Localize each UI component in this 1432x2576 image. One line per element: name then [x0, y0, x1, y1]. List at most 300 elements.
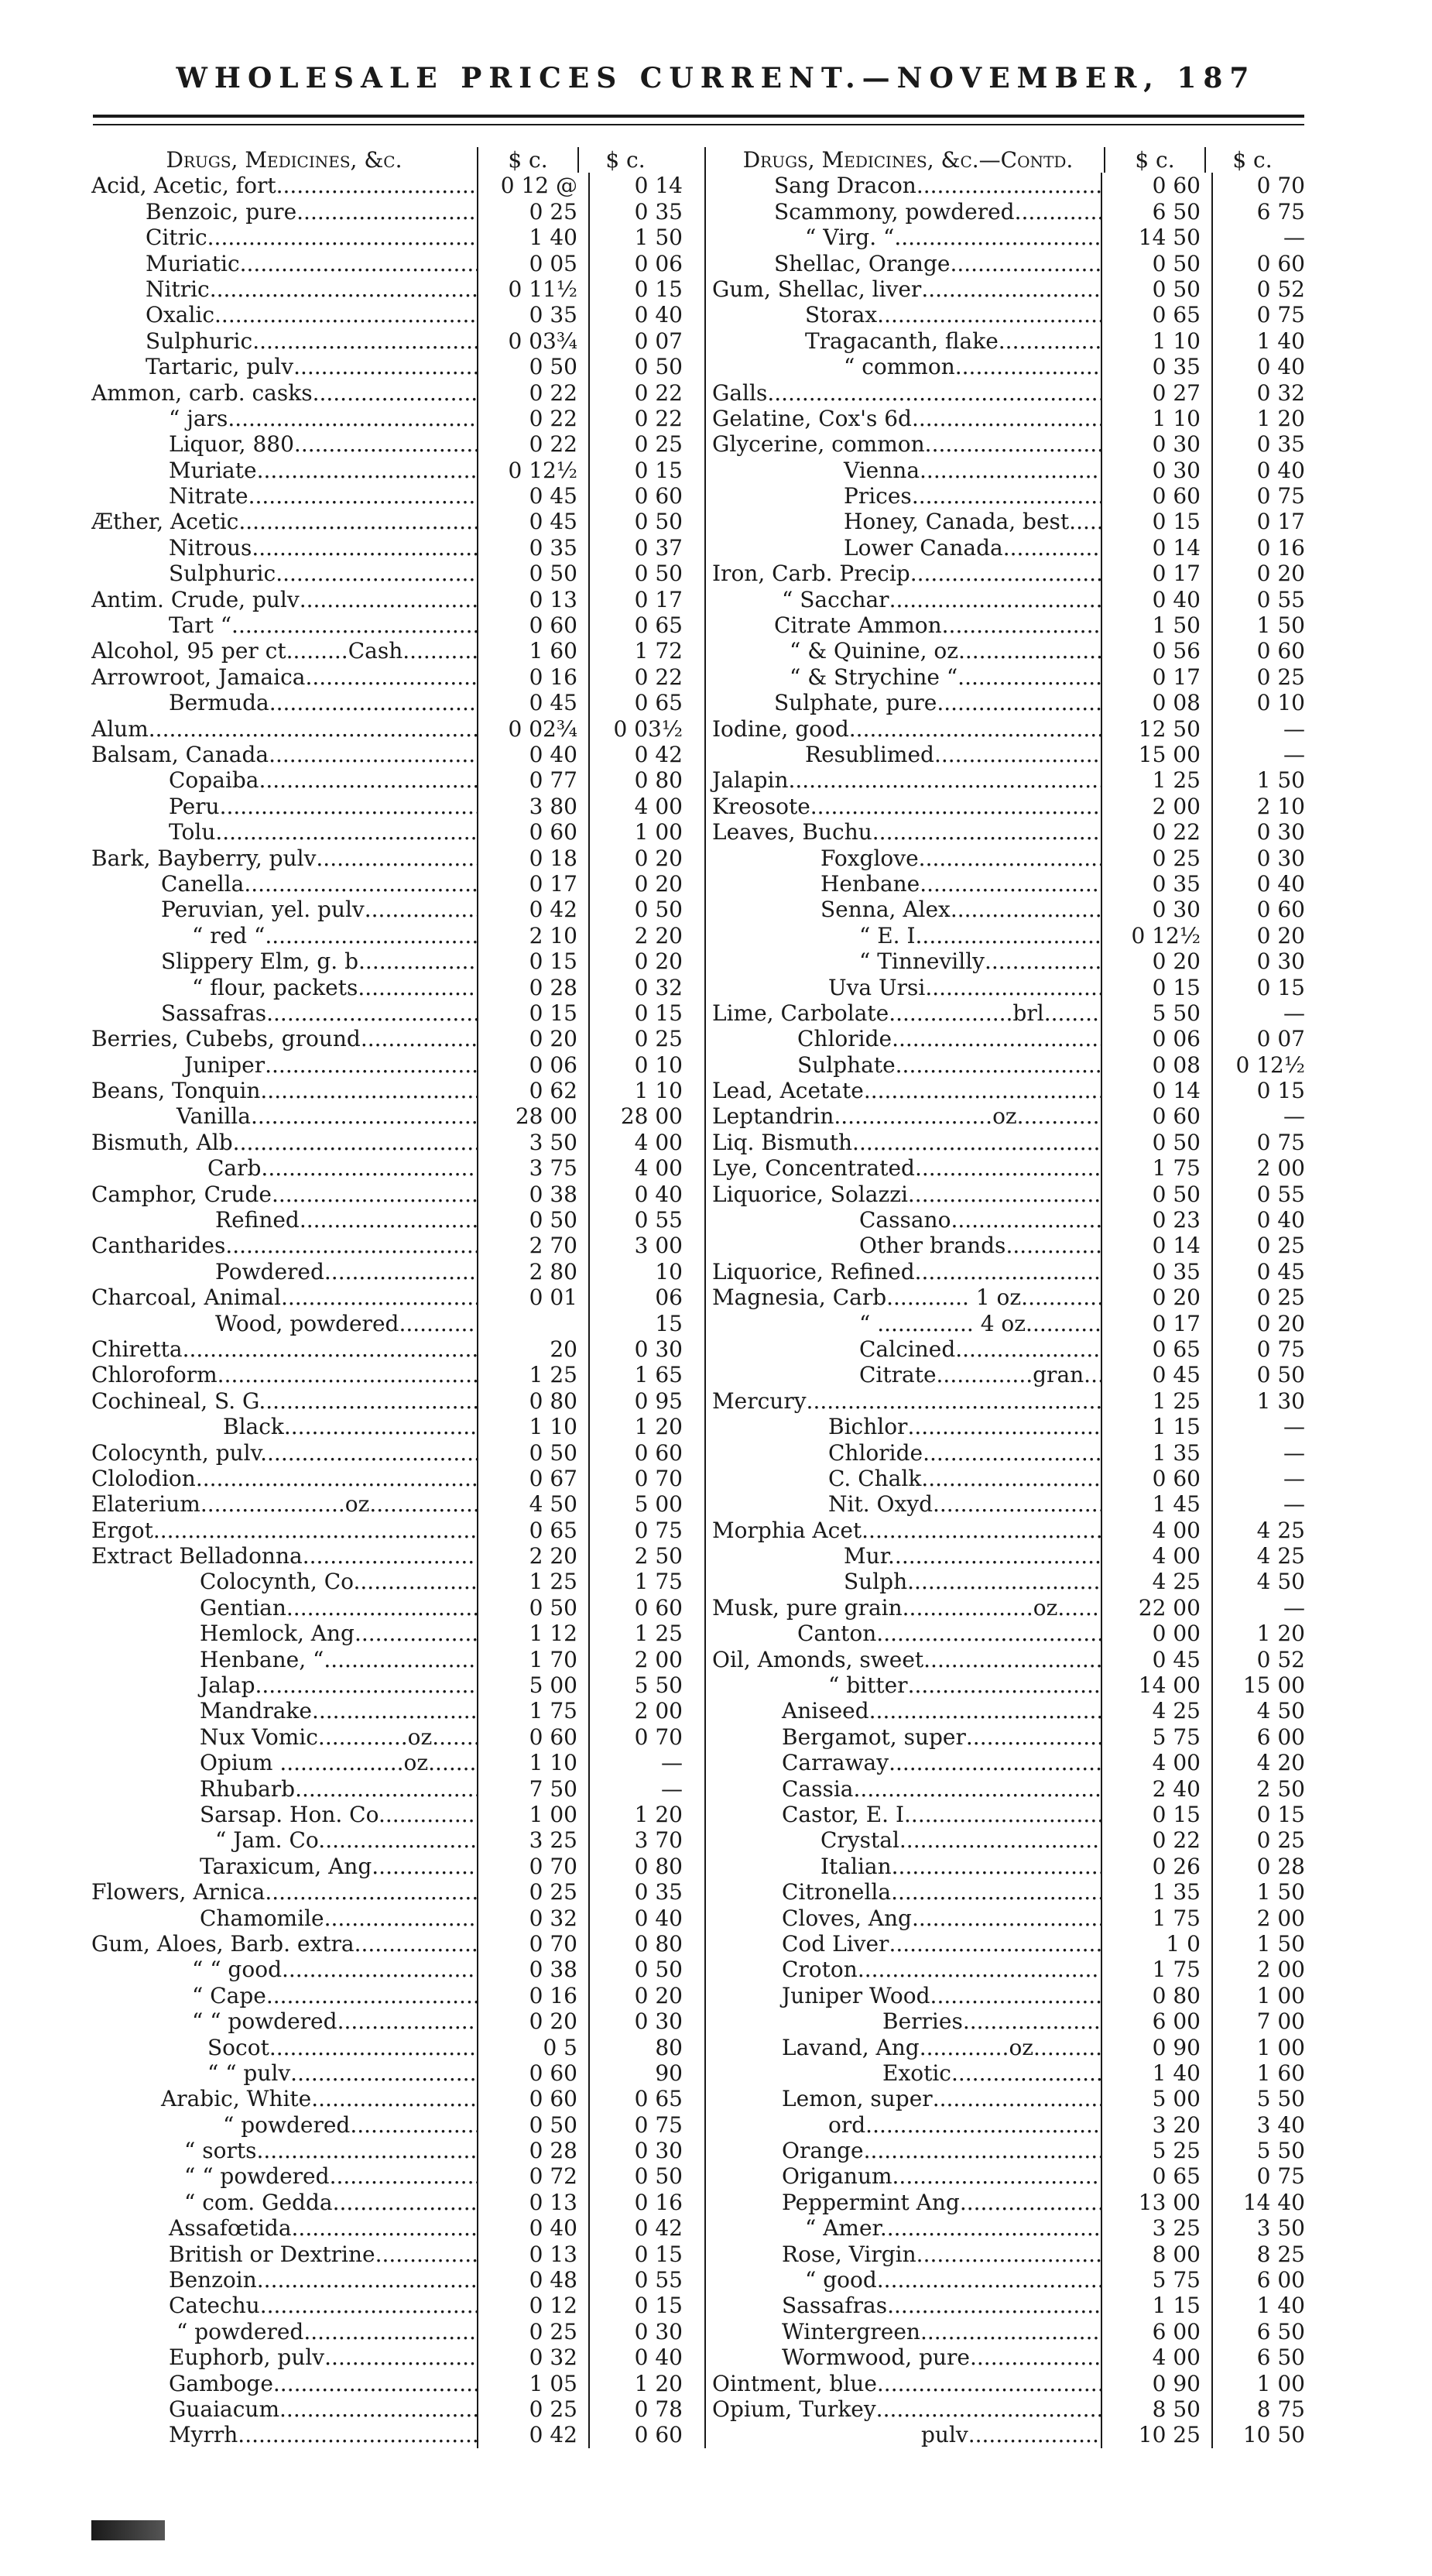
low-price: 0 15	[1101, 1802, 1211, 1827]
high-price: 1 50	[1211, 767, 1316, 793]
high-price: 1 25	[588, 1621, 694, 1646]
item-name-cell	[704, 1518, 1101, 1543]
dot-leader	[923, 1647, 1101, 1672]
low-price: 0 03¾	[477, 328, 588, 354]
price-row	[704, 276, 1316, 302]
low-price: 0 25	[477, 2396, 588, 2422]
low-price: 1 10	[477, 1414, 588, 1439]
price-row	[704, 1621, 1316, 1646]
item-name-cell	[704, 1879, 1101, 1905]
price-row	[704, 509, 1316, 534]
price-row	[91, 948, 697, 974]
price-row	[704, 1518, 1316, 1543]
item-name-cell	[704, 1854, 1101, 1879]
dot-leader	[252, 328, 477, 354]
low-price: 5 75	[1101, 1724, 1211, 1750]
high-price: 0 60	[588, 483, 694, 509]
low-price: 0 17	[477, 871, 588, 897]
low-price: 5 75	[1101, 2267, 1211, 2293]
item-name-cell	[91, 1000, 477, 1026]
price-row	[91, 1207, 697, 1233]
item-name: Canton	[797, 1621, 877, 1647]
high-price: 0 22	[588, 664, 694, 690]
item-name: Ergot	[91, 1517, 153, 1543]
price-row	[704, 1647, 1316, 1672]
item-name-cell	[704, 1259, 1101, 1285]
low-price: 0 15	[1101, 509, 1211, 534]
item-name: Nux Vomic.............oz	[200, 1724, 433, 1750]
item-name: Storax	[805, 302, 878, 328]
item-name-cell	[704, 1052, 1101, 1078]
item-name: Liq. Bismuth	[712, 1129, 853, 1155]
dot-leader	[1044, 1000, 1101, 1026]
price-row	[704, 1336, 1316, 1362]
item-name-cell	[91, 1052, 477, 1078]
item-name-cell	[704, 302, 1101, 328]
high-price: 0 15	[1211, 1078, 1316, 1103]
low-price: 1 10	[1101, 328, 1211, 354]
item-name-cell	[91, 199, 477, 225]
item-name: “ & Strychine “	[790, 664, 958, 690]
price-row	[91, 225, 697, 250]
item-name: Balsam, Canada	[91, 741, 269, 767]
low-price: 1 25	[477, 1569, 588, 1594]
dot-leader	[788, 767, 1100, 793]
low-price: 1 75	[1101, 1905, 1211, 1931]
price-row	[704, 612, 1316, 638]
price-row	[704, 1983, 1316, 2008]
item-name-cell	[704, 1491, 1101, 1517]
high-price: 0 75	[1211, 2163, 1316, 2189]
dot-leader	[923, 1440, 1101, 1466]
low-price: 5 25	[1101, 2138, 1211, 2163]
high-price: 0 50	[588, 897, 694, 922]
dot-leader	[276, 561, 477, 586]
item-name: Sulphuric	[169, 561, 276, 587]
low-price: 15 00	[1101, 742, 1211, 767]
item-name: British or Dextrine	[169, 2241, 375, 2267]
item-name-cell	[704, 2319, 1101, 2344]
high-price: —	[1211, 1466, 1316, 1491]
item-name-cell	[91, 2008, 477, 2034]
price-row	[704, 716, 1316, 742]
high-price: 4 50	[1211, 1569, 1316, 1594]
item-name-cell	[91, 1130, 477, 1155]
item-name: Nit. Oxyd	[828, 1491, 933, 1518]
price-row	[91, 2035, 697, 2060]
low-price: 0 27	[1101, 380, 1211, 406]
low-price: 0 65	[477, 1518, 588, 1543]
dot-leader	[858, 1957, 1101, 1982]
price-row	[91, 431, 697, 457]
dot-leader	[767, 380, 1101, 406]
price-row	[704, 1931, 1316, 1957]
item-name: Gentian	[200, 1594, 286, 1621]
dot-leader	[892, 1854, 1101, 1879]
item-name-cell	[91, 2138, 477, 2163]
high-price: 1 72	[588, 638, 694, 664]
low-price: 0 08	[1101, 690, 1211, 715]
item-name: Gelatine, Cox's 6d.	[712, 405, 919, 431]
low-price: 0 65	[1101, 302, 1211, 328]
item-name-cell	[704, 2242, 1101, 2267]
item-name-cell	[91, 897, 477, 922]
price-row	[704, 1776, 1316, 1802]
low-price: 12 50	[1101, 716, 1211, 742]
price-row	[704, 561, 1316, 586]
price-row	[704, 2293, 1316, 2318]
item-name: Alum	[91, 715, 149, 742]
low-price: 0 15	[477, 948, 588, 974]
item-name-cell	[704, 1103, 1101, 1129]
left-price-column	[91, 147, 697, 2448]
low-price: 0 60	[1101, 173, 1211, 198]
low-price: 0 45	[477, 483, 588, 509]
item-name: Tragacanth, flake	[805, 328, 999, 354]
low-price: 0 50	[477, 354, 588, 379]
item-name: Cod Liver	[782, 1930, 889, 1957]
dot-leader	[951, 2060, 1101, 2086]
item-name: Galls	[712, 379, 768, 406]
price-row	[704, 2242, 1316, 2267]
dot-leader	[281, 1285, 477, 1310]
item-name: Gum, Aloes, Barb. extra	[91, 1930, 355, 1957]
right-price-column	[704, 147, 1316, 2448]
item-name: Sulphate	[797, 1051, 896, 1078]
low-price: 0 22	[477, 431, 588, 457]
high-price: 0 42	[588, 742, 694, 767]
item-name: Lye, Concentrated	[712, 1155, 915, 1182]
price-row	[91, 1543, 697, 1569]
dot-leader	[877, 2371, 1101, 2396]
item-name-cell	[704, 483, 1101, 509]
price-row	[91, 561, 697, 586]
item-name-cell	[704, 612, 1101, 638]
item-name-cell	[704, 2190, 1101, 2215]
item-name: Scammony, powdered	[774, 198, 1015, 225]
high-price: 0 50	[588, 561, 694, 586]
item-name-cell	[91, 354, 477, 379]
item-name: Magnesia, Carb............ 1 oz.	[712, 1285, 1029, 1311]
low-price: 0 60	[1101, 483, 1211, 509]
high-price: 6 75	[1211, 199, 1316, 225]
low-price: 0 30	[1101, 897, 1211, 922]
dot-leader	[934, 742, 1101, 767]
high-price: 0 50	[588, 1957, 694, 1982]
low-price: 0 25	[477, 2319, 588, 2344]
high-price: 0 30	[1211, 819, 1316, 845]
item-name-cell	[704, 1776, 1101, 1802]
dot-leader	[265, 1879, 477, 1905]
item-name-cell	[704, 2008, 1101, 2034]
dot-leader	[266, 1388, 477, 1414]
item-name-cell	[704, 251, 1101, 276]
low-price: 1 45	[1101, 1491, 1211, 1517]
low-price: 0 22	[477, 406, 588, 431]
item-name-cell	[704, 819, 1101, 845]
dot-leader	[311, 2086, 477, 2111]
low-price: 0 06	[477, 1052, 588, 1078]
price-row	[704, 2163, 1316, 2189]
dot-leader	[862, 1518, 1101, 1543]
high-price: 0 15	[1211, 975, 1316, 1000]
low-price: 1 75	[477, 1698, 588, 1724]
item-name: Æther, Acetic	[91, 509, 239, 535]
dot-leader	[272, 1182, 477, 1207]
item-name-cell	[704, 380, 1101, 406]
item-name: Jalapin	[712, 767, 789, 794]
dot-leader	[260, 2293, 477, 2318]
price-row	[704, 458, 1316, 483]
item-name-cell	[704, 767, 1101, 793]
high-price: 1 40	[1211, 328, 1316, 354]
item-name: “ powdered	[176, 2318, 304, 2344]
price-row	[704, 2396, 1316, 2422]
dot-leader	[324, 1905, 477, 1931]
item-name-cell	[704, 1311, 1101, 1336]
right-rows	[704, 173, 1316, 2447]
item-name-cell	[704, 173, 1101, 198]
dot-leader	[360, 1569, 477, 1594]
price-row	[91, 2112, 697, 2138]
left-high-price-heading: $ c.	[577, 147, 672, 173]
item-name-cell	[91, 561, 477, 586]
item-name: Uva Ursi	[828, 974, 926, 1000]
dot-leader	[864, 1078, 1101, 1103]
dot-leader	[916, 173, 1101, 198]
dot-leader	[300, 1207, 477, 1233]
low-price: 0 01	[477, 1285, 588, 1310]
item-name: Gamboge	[169, 2370, 273, 2396]
low-price: 2 10	[477, 923, 588, 948]
item-name-cell	[91, 406, 477, 431]
low-price: 7 50	[477, 1776, 588, 1802]
low-price: 4 00	[1101, 1750, 1211, 1775]
item-name: Italian	[820, 1853, 892, 1879]
dot-leader	[266, 1000, 477, 1026]
low-price: 0 12½	[477, 458, 588, 483]
item-name-cell	[91, 1931, 477, 1957]
high-price: 0 22	[588, 380, 694, 406]
item-name: Honey, Canada, best.	[844, 509, 1077, 535]
dot-leader	[864, 2138, 1101, 2163]
item-name-cell	[704, 2293, 1101, 2318]
low-price: 6 00	[1101, 2008, 1211, 2034]
price-row	[704, 1724, 1316, 1750]
high-price: 0 40	[1211, 871, 1316, 897]
item-name: Resublimed	[805, 741, 934, 767]
low-price: 0 20	[477, 2008, 588, 2034]
item-name: Shellac, Orange	[774, 250, 951, 276]
high-price: 0 30	[588, 2319, 694, 2344]
price-row	[704, 794, 1316, 819]
dot-leader	[292, 2215, 477, 2241]
low-price: 0 60	[1101, 1103, 1211, 1129]
low-price: 0 35	[1101, 354, 1211, 379]
price-row	[91, 794, 697, 819]
item-name: Powdered	[215, 1258, 324, 1285]
item-name: Antim. Crude, pulv	[91, 586, 300, 612]
item-name: Citrate Ammon	[774, 612, 942, 639]
item-name-cell	[704, 638, 1101, 664]
low-price: 4 50	[477, 1491, 588, 1517]
low-price: 0 32	[477, 2344, 588, 2370]
item-name: Tolu	[169, 819, 216, 846]
dot-leader	[895, 1543, 1101, 1569]
price-row	[704, 1905, 1316, 1931]
high-price: 0 40	[1211, 1207, 1316, 1233]
item-name-cell	[91, 1285, 477, 1310]
price-row	[91, 2086, 697, 2111]
high-price: 0 80	[588, 1931, 694, 1957]
low-price: 0 35	[1101, 1259, 1211, 1285]
price-row	[91, 923, 697, 948]
item-name: Alcohol, 95 per ct.........Cash	[91, 638, 403, 664]
item-name: Gum, Shellac, liver	[712, 276, 922, 302]
item-name-cell	[91, 535, 477, 561]
item-name: Catechu	[169, 2293, 260, 2319]
price-row	[704, 1103, 1316, 1129]
high-price: —	[1211, 1440, 1316, 1466]
high-price: 4 20	[1211, 1750, 1316, 1775]
item-name: Mercury	[712, 1387, 807, 1414]
low-price: 3 20	[1101, 2112, 1211, 2138]
dot-leader	[937, 690, 1101, 715]
dot-leader	[951, 897, 1101, 922]
low-price: 4 25	[1101, 1569, 1211, 1594]
item-name-cell	[704, 742, 1101, 767]
price-row	[704, 1026, 1316, 1051]
item-name: Opium, Turkey	[712, 2396, 876, 2422]
low-price: 0 70	[477, 1854, 588, 1879]
item-name: Colocynth, Co.	[200, 1569, 361, 1595]
price-row	[704, 354, 1316, 379]
dot-leader	[942, 612, 1101, 638]
high-price: 0 75	[588, 2112, 694, 2138]
high-price: 0 75	[1211, 302, 1316, 328]
item-name-cell	[704, 509, 1101, 534]
dot-leader	[872, 819, 1101, 845]
high-price: 0 35	[1211, 431, 1316, 457]
item-name: Cassia	[782, 1775, 854, 1802]
item-name-cell	[704, 1983, 1101, 2008]
price-row	[704, 1207, 1316, 1233]
high-price: 0 07	[1211, 1026, 1316, 1051]
price-row	[91, 1698, 697, 1724]
item-name: Arabic, White	[161, 2086, 312, 2112]
item-name: Beans, Tonquin	[91, 1078, 261, 1104]
high-price: 0 55	[1211, 587, 1316, 612]
dot-leader	[266, 1983, 477, 2008]
dot-leader	[238, 509, 477, 534]
high-price: 2 20	[588, 923, 694, 948]
item-name-cell	[704, 1543, 1101, 1569]
price-row	[91, 1414, 697, 1439]
price-row	[704, 2112, 1316, 2138]
dot-leader	[915, 1259, 1101, 1285]
low-price: 14 50	[1101, 225, 1211, 250]
dot-leader	[876, 1621, 1101, 1646]
item-name-cell	[704, 1466, 1101, 1491]
price-row	[91, 1827, 697, 1853]
price-row	[704, 1879, 1316, 1905]
dot-leader	[255, 1672, 478, 1698]
high-price: 0 32	[1211, 380, 1316, 406]
item-name: “ bitter	[828, 1672, 908, 1699]
item-name: Berries, Cubebs, ground	[91, 1026, 361, 1052]
dot-leader	[963, 2008, 1101, 2034]
item-name: Citric	[146, 225, 207, 251]
dot-leader	[1015, 199, 1101, 225]
price-row	[91, 1259, 697, 1285]
high-price: 0 17	[1211, 509, 1316, 534]
price-row	[704, 1491, 1316, 1517]
high-price: 0 16	[1211, 535, 1316, 561]
low-price: 0 05	[477, 251, 588, 276]
high-price: 0 15	[588, 458, 694, 483]
item-name: “ common	[844, 354, 955, 380]
low-price: 1 00	[477, 1802, 588, 1827]
item-name: “ Tinnevilly	[859, 948, 985, 975]
price-row	[704, 225, 1316, 250]
price-row	[704, 1182, 1316, 1207]
low-price: 0 77	[477, 767, 588, 793]
item-name: “ Jam. Co.	[215, 1827, 326, 1854]
dot-leader	[284, 1414, 477, 1439]
price-row	[91, 1595, 697, 1621]
item-name-cell	[91, 509, 477, 534]
dot-leader	[933, 1491, 1101, 1517]
item-name-cell	[704, 1182, 1101, 1207]
dot-leader	[955, 354, 1101, 379]
item-name-cell	[704, 406, 1101, 431]
high-price: 0 45	[1211, 1259, 1316, 1285]
item-name: Sulphuric	[146, 328, 253, 354]
item-name: Glycerine, common	[712, 431, 925, 458]
item-name: Bismuth, Alb	[91, 1129, 233, 1155]
low-price: 0 11½	[477, 276, 588, 302]
low-price: 1 50	[1101, 612, 1211, 638]
item-name-cell	[91, 458, 477, 483]
high-price: 2 00	[1211, 1957, 1316, 1982]
item-name: “ “ good	[192, 1957, 282, 1983]
price-row	[91, 1569, 697, 1594]
item-name-cell	[704, 225, 1101, 250]
high-price: —	[1211, 742, 1316, 767]
dot-leader	[369, 1491, 477, 1517]
price-row	[91, 2060, 697, 2086]
price-row	[91, 1879, 697, 1905]
price-row	[91, 251, 697, 276]
item-name-cell	[91, 1724, 477, 1750]
item-name: “ Sacchar	[782, 586, 889, 612]
item-name-cell	[91, 2319, 477, 2344]
low-price: 0 56	[1101, 638, 1211, 664]
item-name-cell	[704, 897, 1101, 922]
price-row	[91, 2319, 697, 2344]
page-header: WHOLESALE PRICES CURRENT.—NOVEMBER, 187	[176, 62, 1256, 94]
price-row	[91, 1802, 697, 1827]
item-name-cell	[91, 1182, 477, 1207]
high-price: 5 00	[588, 1491, 694, 1517]
high-price: 0 22	[588, 406, 694, 431]
price-row	[704, 1802, 1316, 1827]
dot-leader	[889, 1931, 1101, 1957]
price-row	[704, 2060, 1316, 2086]
item-name-cell	[704, 2060, 1101, 2086]
item-name: Guaiacum	[169, 2396, 280, 2422]
price-row	[91, 1647, 697, 1672]
